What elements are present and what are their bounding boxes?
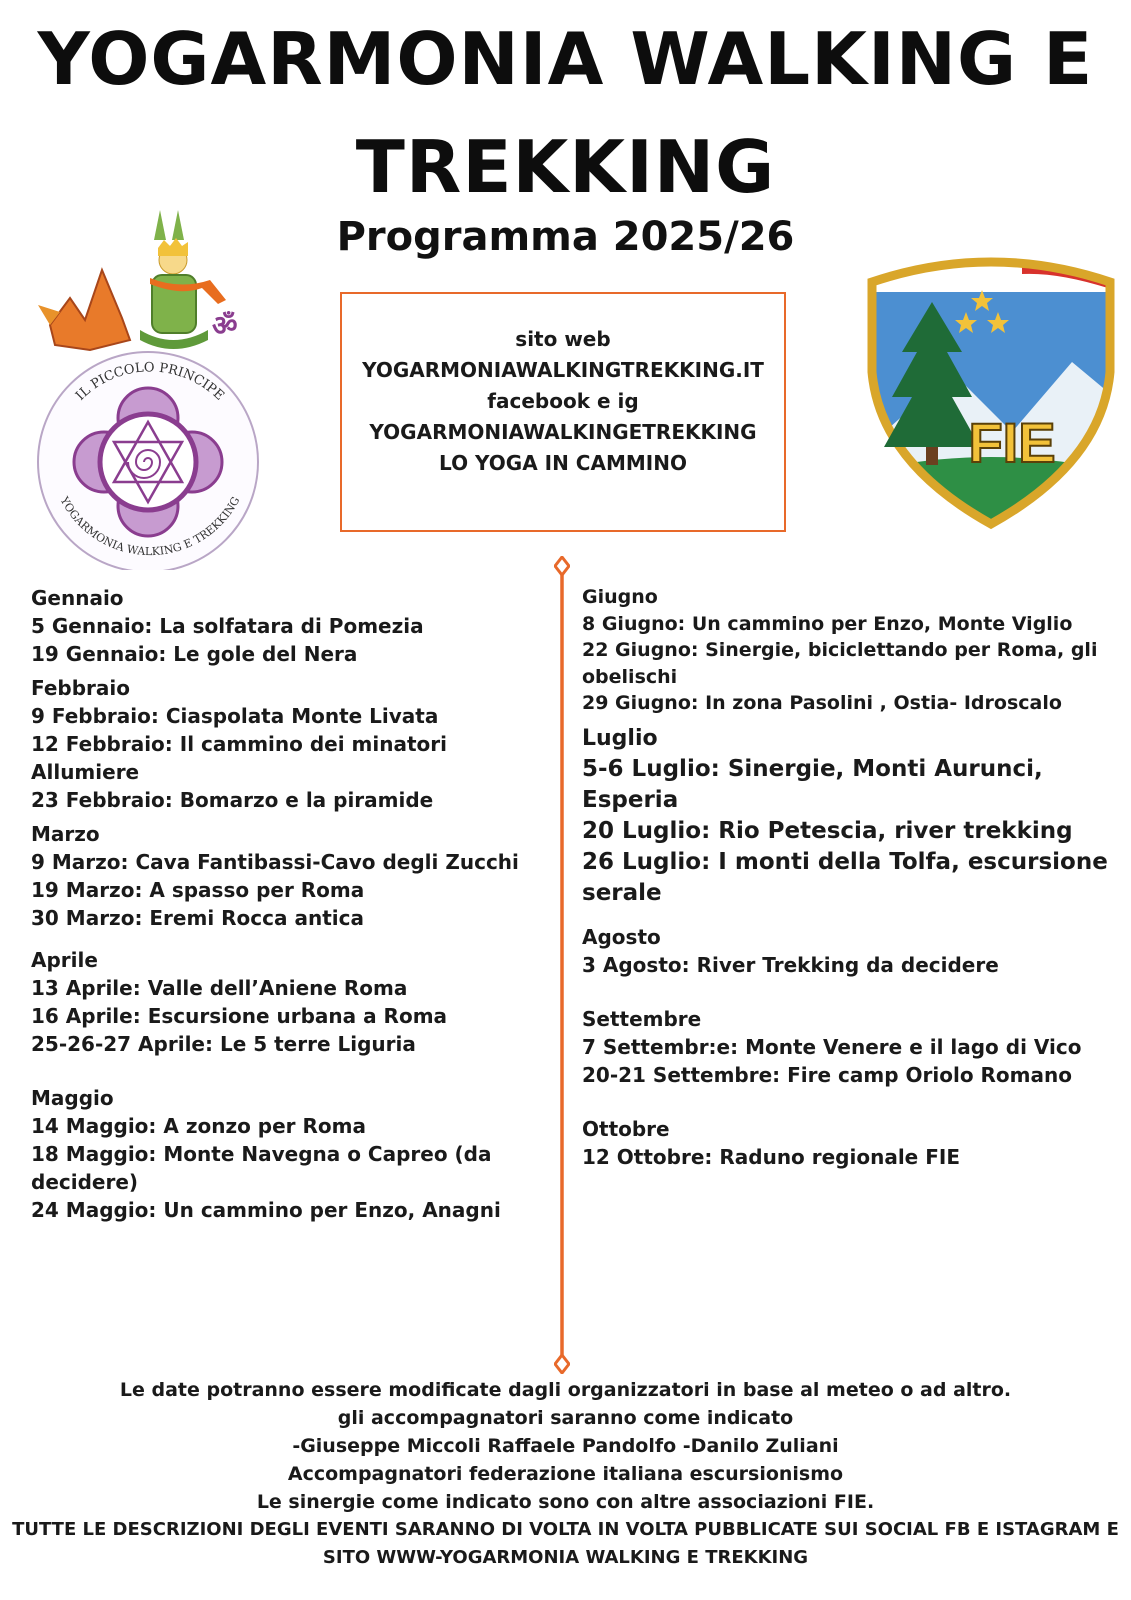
event-item: 16 Aprile: Escursione urbana a Roma — [31, 1004, 448, 1028]
contact-info-box — [340, 292, 786, 532]
month-heading: Agosto — [582, 924, 661, 949]
footer-line: TUTTE LE DESCRIZIONI DEGLI EVENTI SARANNO DI VOLTA IN VOLTA PUBBLICATE SUI SOCIAL FB E ISTAGRAM E — [12, 1519, 1119, 1540]
svg-text:ॐ: ॐ — [212, 309, 238, 342]
footer-notes — [0, 1376, 1131, 1572]
svg-text:FIE: FIE — [968, 411, 1056, 474]
month-heading: Aprile — [31, 948, 98, 972]
program-right-column — [582, 584, 1122, 1171]
event-item: 3 Agosto: River Trekking da decidere — [582, 952, 999, 977]
event-item: 5 Gennaio: La solfatara di Pomezia — [31, 614, 424, 638]
info-line: sito web — [515, 327, 611, 351]
event-item: 13 Aprile: Valle dell’Aniene Roma — [31, 976, 408, 1000]
event-item: 9 Febbraio: Ciaspolata Monte Livata — [31, 704, 439, 728]
footer-line: Le sinergie come indicato sono con altre associazioni FIE. — [256, 1491, 875, 1513]
event-item: 5-6 Luglio: Sinergie, Monti Aurunci, Esperia — [582, 755, 1043, 813]
month-heading: Giugno — [582, 586, 658, 608]
month-heading: Maggio — [31, 1086, 114, 1110]
event-item: 20 Luglio: Rio Petescia, river trekking — [582, 817, 1073, 844]
event-item: 12 Febbraio: Il cammino dei minatori Allumiere — [31, 732, 447, 784]
event-item: 7 Settembr:e: Monte Venere e il lago di Vico — [582, 1034, 1082, 1059]
event-item: 12 Ottobre: Raduno regionale FIE — [582, 1144, 960, 1169]
month-heading: Settembre — [582, 1006, 702, 1031]
yogarmonia-logo — [30, 200, 268, 570]
event-item: 26 Luglio: I monti della Tolfa, escursione serale — [582, 848, 1108, 906]
page-title-line-1: YOGARMONIA WALKING E — [37, 17, 1094, 101]
social-handle-link[interactable]: YOGARMONIAWALKINGETREKKING — [369, 420, 757, 444]
event-item: 18 Maggio: Monte Navegna o Capreo (da decidere) — [31, 1142, 492, 1194]
event-item: 23 Febbraio: Bomarzo e la piramide — [31, 788, 434, 812]
website-link[interactable]: YOGARMONIAWALKINGTREKKING.IT — [362, 358, 764, 382]
info-line: facebook e ig — [487, 389, 639, 413]
svg-text:YOGARMONIA WALKING E TREKKING: YOGARMONIA WALKING E TREKKING — [57, 494, 243, 559]
event-item: 20-21 Settembre: Fire camp Oriolo Romano — [582, 1062, 1072, 1087]
fox-icon — [38, 270, 130, 350]
event-item: 14 Maggio: A zonzo per Roma — [31, 1114, 366, 1138]
event-item: 25-26-27 Aprile: Le 5 terre Liguria — [31, 1032, 416, 1056]
event-item: 29 Giugno: In zona Pasolini , Ostia- Idroscalo — [582, 692, 1062, 714]
event-item: 24 Maggio: Un cammino per Enzo, Anagni — [31, 1198, 501, 1222]
month-heading: Gennaio — [31, 586, 124, 610]
footer-line: Le date potranno essere modificate dagli organizzatori in base al meteo o ad altro. — [119, 1379, 1012, 1401]
month-heading: Luglio — [582, 725, 658, 751]
event-item: 19 Gennaio: Le gole del Nera — [31, 642, 358, 666]
event-item: 9 Marzo: Cava Fantibassi-Cavo degli Zucchi — [31, 850, 519, 874]
timeline-divider — [554, 556, 570, 1374]
svg-text:IL PICCOLO PRINCIPE: IL PICCOLO PRINCIPE — [73, 360, 227, 404]
event-item: 30 Marzo: Eremi Rocca antica — [31, 906, 364, 930]
footer-line: Accompagnatori federazione italiana escursionismo — [287, 1463, 844, 1485]
month-heading: Marzo — [31, 822, 100, 846]
program-left-column — [31, 584, 546, 1224]
fie-shield-logo — [862, 252, 1120, 534]
footer-line: -Giuseppe Miccoli Raffaele Pandolfo -Danilo Zuliani — [292, 1435, 839, 1457]
month-heading: Febbraio — [31, 676, 131, 700]
tagline: LO YOGA IN CAMMINO — [439, 451, 687, 475]
page-title-line-2: TREKKING — [355, 125, 776, 209]
footer-line: SITO WWW-YOGARMONIA WALKING E TREKKING — [322, 1547, 809, 1568]
program-subtitle: Programma 2025/26 — [336, 214, 795, 260]
footer-line: gli accompagnatori saranno come indicato — [337, 1407, 794, 1429]
event-item: 8 Giugno: Un cammino per Enzo, Monte Viglio — [582, 612, 1073, 635]
month-heading: Ottobre — [582, 1116, 670, 1141]
event-item: 22 Giugno: Sinergie, biciclettando per Roma, gli obelischi — [582, 639, 1098, 688]
event-item: 19 Marzo: A spasso per Roma — [31, 878, 365, 902]
